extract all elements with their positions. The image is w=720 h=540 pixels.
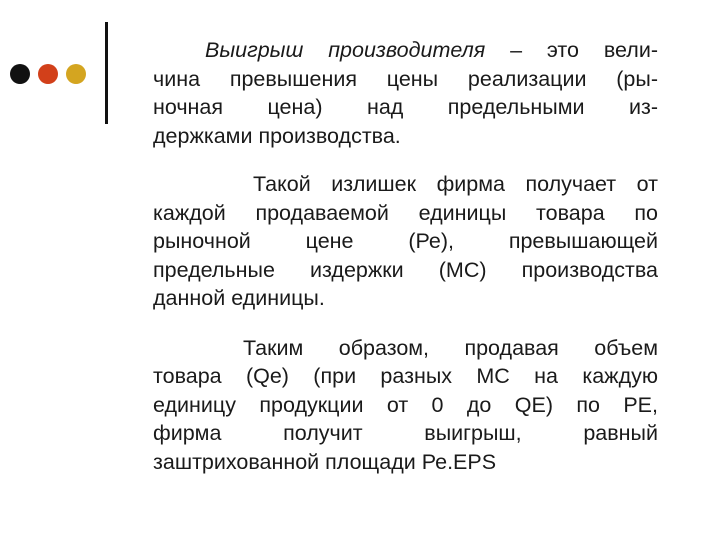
paragraph-surplus-per-unit	[153, 170, 658, 313]
bullet-dots	[10, 64, 86, 84]
vertical-divider	[105, 22, 108, 124]
text-line	[153, 36, 658, 65]
red-dot-icon	[38, 64, 58, 84]
text-line: товара (Qe) (при разных МС на каждую	[153, 364, 658, 388]
text-line: чина превышения цены реализации (ры-	[153, 66, 658, 91]
text-line: рыночной цене (Ре), превышающей	[153, 229, 658, 253]
text-line: единицу продукции от 0 до QE) по РЕ,	[153, 392, 658, 417]
text-line: предельные издержки (МС) производства	[153, 257, 658, 282]
text-fragment: – это вели-	[485, 38, 659, 62]
text-line: каждой продаваемой единицы товара по	[153, 200, 658, 225]
paragraph-conclusion	[153, 334, 658, 477]
text-line: Таким образом, продавая объем	[243, 335, 658, 360]
text-line: заштрихованной площади Ре.EPS	[153, 449, 497, 474]
text-line: Такой излишек фирма получает от	[253, 172, 658, 196]
text-line: фирма получит выигрыш, равный	[153, 421, 658, 445]
black-dot-icon	[10, 64, 30, 84]
term-producer-surplus: Выигрыш производителя	[205, 38, 486, 62]
slide-content	[153, 36, 658, 476]
text-line: данной единицы.	[153, 286, 325, 310]
yellow-dot-icon	[66, 64, 86, 84]
text-line: держками производства.	[153, 123, 401, 148]
paragraph-producer-surplus	[153, 36, 658, 150]
text-line: ночная цена) над предельными из-	[153, 95, 658, 119]
